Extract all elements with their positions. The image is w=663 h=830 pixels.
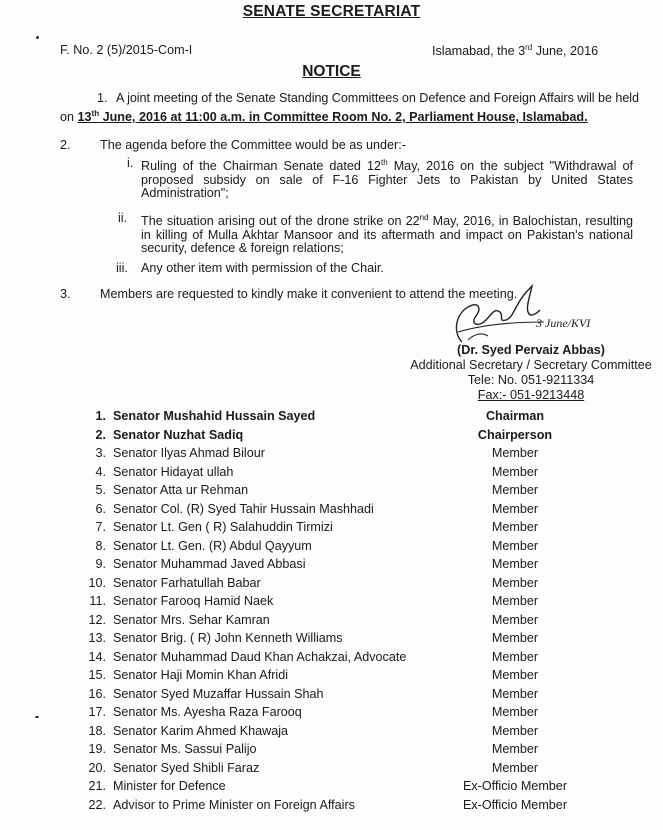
member-number: 3. — [95, 446, 106, 460]
member-number: 1. — [95, 409, 106, 423]
member-role: Member — [491, 742, 539, 756]
member-role: Member — [491, 594, 539, 608]
member-row — [0, 446, 663, 465]
handwritten-date: 3 June/KVI — [536, 316, 591, 330]
member-name: Senator Farhatullah Babar — [113, 575, 261, 590]
member-name: Senator Lt. Gen ( R) Salahuddin Tirmizi — [113, 520, 333, 534]
member-number: 15. — [88, 668, 106, 682]
member-name: Senator Syed Shibli Faraz — [113, 760, 260, 775]
member-role: Member — [491, 520, 539, 534]
member-role: Member — [491, 686, 539, 701]
meeting-datetime-place — [78, 110, 588, 124]
meeting-day: 13 — [77, 110, 92, 125]
member-name: Senator Brig. ( R) John Kenneth Williams — [113, 631, 343, 645]
member-name: Senator Ms. Ayesha Raza Farooq — [113, 705, 302, 719]
place-date — [432, 43, 598, 58]
member-number: 18. — [88, 723, 106, 738]
member-row — [0, 557, 663, 576]
place-date-suffix: June, 2016 — [532, 44, 599, 59]
member-number: 16. — [88, 686, 106, 701]
member-number: 11. — [89, 594, 106, 608]
signatory-tele: Tele: No. 051-9211334 — [467, 373, 595, 387]
signatory-designation: Additional Secretary / Secretary Committee — [410, 358, 652, 372]
member-role: Member — [491, 631, 539, 645]
member-number: 5. — [95, 483, 106, 497]
member-role: Member — [491, 760, 539, 775]
member-row — [0, 742, 663, 761]
member-role: Member — [491, 483, 539, 497]
member-role: Member — [491, 649, 539, 664]
member-row — [0, 502, 663, 521]
member-number: 7. — [95, 520, 106, 534]
agenda-item-2 — [141, 211, 633, 256]
member-row — [0, 594, 663, 613]
member-role: Member — [491, 723, 539, 738]
member-number: 22. — [88, 797, 106, 812]
para2-intro: The agenda before the Committee would be as under:- — [100, 138, 406, 152]
para1-on: on — [60, 110, 78, 125]
agenda-item-2-post: May, 2016, in Balochistan, resulting in killing of Mulla Akhtar Mansoor and its aftermath and impact on Pakistan's national security, defence & foreign relations; — [141, 214, 633, 256]
member-role: Member — [491, 501, 539, 516]
member-number: 9. — [95, 557, 106, 571]
member-row — [0, 539, 663, 558]
handwritten-signature — [448, 282, 598, 352]
member-role: Ex-Officio Member — [462, 779, 568, 793]
member-row — [0, 428, 663, 447]
member-role: Member — [491, 612, 539, 627]
member-number: 20. — [88, 760, 106, 775]
member-name: Senator Mushahid Hussain Sayed — [113, 409, 316, 423]
member-name: Advisor to Prime Minister on Foreign Affairs — [113, 797, 355, 812]
member-row — [0, 409, 663, 428]
place-date-sup: rd — [525, 43, 533, 52]
member-role: Member — [491, 538, 539, 553]
member-row — [0, 520, 663, 539]
para3-number: 3. — [60, 287, 71, 301]
member-name: Senator Karim Ahmed Khawaja — [113, 723, 289, 738]
members-list — [0, 409, 663, 816]
member-name: Senator Muhammad Daud Khan Achakzai, Advocate — [113, 649, 407, 664]
member-number: 4. — [95, 464, 106, 479]
member-role: Member — [491, 464, 539, 479]
notice-title: NOTICE — [302, 63, 361, 80]
signatory-fax-text: Fax:- 051-9213448 — [477, 388, 585, 402]
agenda-item-1-sup: th — [380, 158, 388, 167]
member-row — [0, 650, 663, 669]
agenda-item-2-sup: nd — [419, 213, 429, 222]
place-date-prefix: Islamabad, the 3 — [432, 44, 526, 59]
member-number: 12. — [88, 612, 106, 627]
member-role: Member — [491, 557, 539, 571]
member-number: 8. — [95, 538, 106, 553]
member-number: 6. — [95, 501, 106, 516]
para1-number: 1. — [97, 91, 108, 105]
member-role: Ex-Officio Member — [462, 797, 568, 812]
para1-line1: A joint meeting of the Senate Standing Committees on Defence and Foreign Affairs will be held — [116, 91, 639, 105]
member-role: Member — [491, 668, 539, 682]
member-role: Chairperson — [477, 427, 553, 442]
agenda-item-1-pre: Ruling of the Chairman Senate dated 12 — [141, 159, 381, 174]
agenda-item-3-number: iii. — [116, 261, 128, 275]
member-name: Senator Syed Muzaffar Hussain Shah — [113, 686, 324, 701]
member-name: Minister for Defence — [113, 779, 226, 793]
meeting-day-sup: th — [91, 109, 100, 118]
member-name: Senator Ilyas Ahmad Bilour — [113, 446, 265, 460]
member-number: 14. — [88, 649, 106, 664]
signatory-fax — [406, 388, 656, 403]
member-name: Senator Hidayat ullah — [113, 464, 234, 479]
organization-heading: SENATE SECRETARIAT — [242, 3, 421, 20]
member-row — [0, 465, 663, 484]
member-number: 17. — [88, 705, 106, 719]
member-row — [0, 668, 663, 687]
para3-text: Members are requested to kindly make it convenient to attend the meeting. — [100, 287, 518, 301]
member-row — [0, 687, 663, 706]
file-number: F. No. 2 (5)/2015-Com-I — [60, 43, 193, 57]
member-name: Senator Ms. Sassui Palijo — [113, 742, 257, 756]
member-name: Senator Farooq Hamid Naek — [113, 594, 274, 608]
member-role: Member — [491, 446, 539, 460]
member-name: Senator Haji Momin Khan Afridi — [113, 668, 288, 682]
para2-number: 2. — [60, 138, 71, 152]
agenda-item-1 — [141, 156, 633, 201]
member-number: 19. — [88, 742, 106, 756]
member-name: Senator Nuzhat Sadiq — [113, 427, 244, 442]
member-name: Senator Mrs. Sehar Kamran — [113, 612, 270, 627]
member-name: Senator Muhammad Javed Abbasi — [113, 557, 306, 571]
member-role: Member — [491, 575, 539, 590]
member-role: Member — [491, 705, 539, 719]
member-number: 21. — [88, 779, 106, 793]
member-name: Senator Col. (R) Syed Tahir Hussain Mashhadi — [113, 501, 374, 516]
member-role: Chairman — [485, 409, 545, 423]
member-row — [0, 724, 663, 743]
member-row — [0, 631, 663, 650]
member-row — [0, 576, 663, 595]
agenda-item-2-number: ii. — [118, 211, 128, 225]
member-name: Senator Lt. Gen. (R) Abdul Qayyum — [113, 538, 312, 553]
agenda-item-2-pre: The situation arising out of the drone strike on 22 — [141, 214, 420, 229]
member-number: 13. — [88, 631, 106, 645]
agenda-item-1-number: i. — [127, 156, 134, 170]
member-row — [0, 779, 663, 798]
agenda-item-3: Any other item with permission of the Chair. — [141, 261, 384, 275]
scan-speck — [36, 36, 39, 39]
para1-line2 — [60, 109, 588, 124]
member-row — [0, 613, 663, 632]
signatory-name: (Dr. Syed Pervaiz Abbas) — [457, 343, 605, 357]
member-number: 2. — [95, 427, 106, 442]
member-number: 10. — [88, 575, 106, 590]
member-row — [0, 705, 663, 724]
member-name: Senator Atta ur Rehman — [113, 483, 249, 497]
member-row — [0, 761, 663, 780]
meeting-details: June, 2016 at 11:00 a.m. in Committee Room No. 2, Parliament House, Islamabad. — [99, 110, 588, 125]
member-row — [0, 483, 663, 502]
agenda-item-1-post: May, 2016 on the subject "Withdrawal of proposed subsidy on sale of F-16 Fighter Jets to Pakistan by United States Administration"; — [141, 159, 633, 201]
member-row — [0, 798, 663, 817]
scan-speck — [35, 716, 39, 718]
